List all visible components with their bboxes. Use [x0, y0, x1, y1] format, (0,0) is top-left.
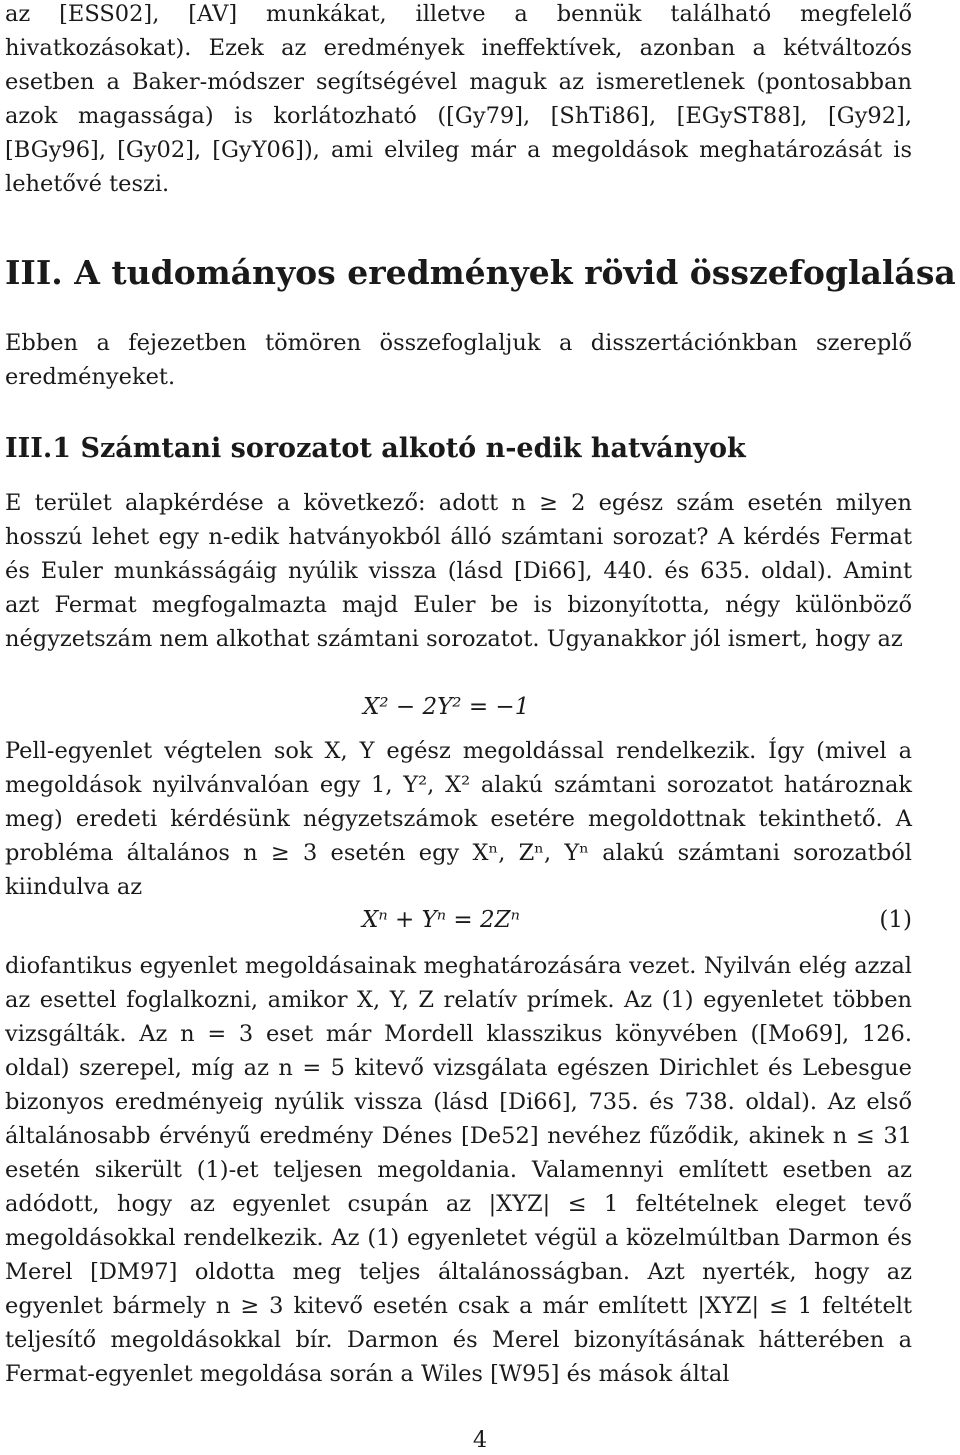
- paragraph-1: E terület alapkérdése a következő: adott n ≥ 2 egész szám esetén milyen hosszú lehet egy n-edik hatványokból álló számtani sorozat? A kérdés Fermat és Euler munkásságáig nyúlik vissza (lásd [Di66], 440. és 635. oldal). Amint azt Fermat megfogalmazta majd Euler be is bizonyította, négy különböző négyzetszám nem alkothat számtani sorozatot. Ugyanakkor jól ismert, hogy az: [5, 490, 912, 652]
- paragraph-3: diofantikus egyenlet megoldásainak meghatározására vezet. Nyilván elég azzal az esettel foglalkozni, amikor X, Y, Z relatív prímek. Az (1) egyenletet többen vizsgálták. Az n = 3 eset már Mordell klasszikus könyvében ([Mo69], 126. oldal) szerepel, míg az n = 5 kitevő vizsgálata egészen Dirichlet és Lebesgue bizonyos eredményeig nyúlik vissza (lásd [Di66], 735. és 738. oldal). Az első általánosabb érvényű eredmény Dénes [De52] nevéhez fűződik, akinek n ≤ 31 esetén sikerült (1)-et teljesen megoldania. Valamennyi említett esetben az adódott, hogy az egyenlet csupán az |XYZ| ≤ 1 feltételnek eleget tevő megoldásokkal rendelkezik. Az (1) egyenletet végül a közelmúltban Darmon és Merel [DM97] oldotta meg teljes általánosságban. Azt nyerték, hogy az egyenlet bármely n ≥ 3 kitevő esetén csak a már említett |XYZ| ≤ 1 feltételt teljesítő megoldásokkal bír. Darmon és Merel bizonyításának hátterében a Fermat-egyenlet megoldása során a Wiles [W95] és mások által: [5, 953, 912, 1387]
- section-heading: III. A tudományos eredmények rövid összefoglalása: [5, 253, 956, 292]
- intro-paragraph: az [ESS02], [AV] munkákat, illetve a bennük található megfelelő hivatkozásokat). Ezek az eredmények ineffektívek, azonban a kétváltozós esetben a Baker-módszer segítségével maguk az ismeretlenek (pontosabban azok magassága) is korlátozható ([Gy79], [ShTi86], [EGyST88], [Gy92], [BGy96], [Gy02], [GyY06]), ami elvileg már a megoldások meghatározását is lehetővé teszi.: [5, 1, 912, 197]
- subsection-heading: III.1 Számtani sorozatot alkotó n-edik hatványok: [5, 433, 746, 464]
- section-intro-paragraph: Ebben a fejezetben tömören összefoglaljuk a disszertációnkban szereplő eredményeket.: [5, 330, 912, 390]
- page-number: 4: [472, 1427, 488, 1453]
- paragraph-2: Pell-egyenlet végtelen sok X, Y egész megoldással rendelkezik. Így (mivel a megoldások nyilvánvalóan egy 1, Y², X² alakú számtani sorozatot határoznak meg) eredeti kérdésünk négyzetszámok esetére megoldottnak tekinthető. A probléma általános n ≥ 3 esetén egy Xⁿ, Zⁿ, Yⁿ alakú számtani sorozatból kiindulva az: [5, 738, 912, 900]
- equation-main-number: (1): [879, 907, 912, 933]
- equation-pell-expression: X² − 2Y² = −1: [363, 694, 530, 720]
- equation-main-expression: Xⁿ + Yⁿ = 2Zⁿ: [362, 907, 520, 933]
